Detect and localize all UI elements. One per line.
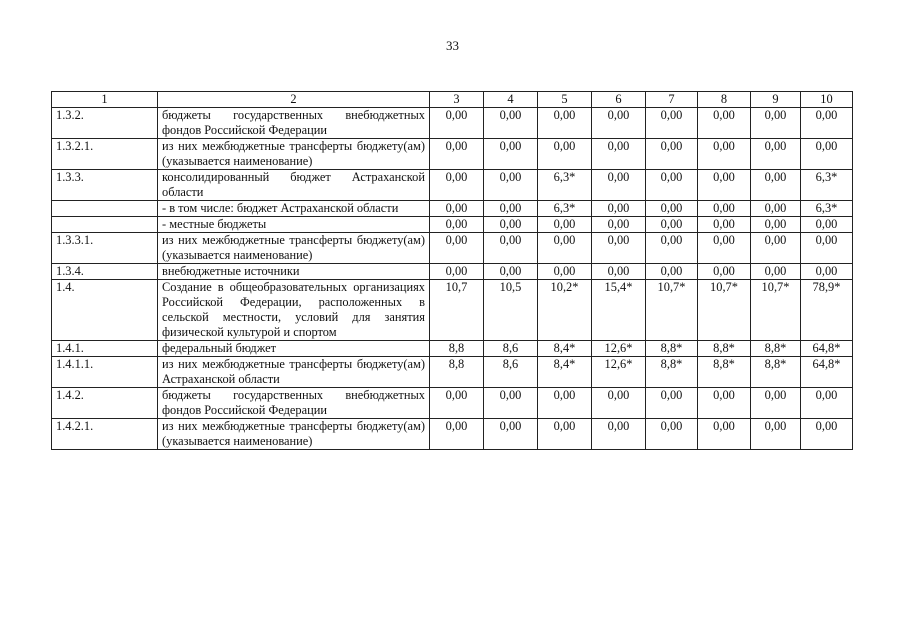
row-value: 8,8* (646, 357, 698, 388)
col-header: 6 (592, 92, 646, 108)
row-code (52, 201, 158, 217)
row-value: 0,00 (646, 217, 698, 233)
row-value: 8,8* (698, 357, 751, 388)
row-value: 0,00 (592, 388, 646, 419)
table-row (52, 341, 853, 357)
row-code: 1.3.3. (52, 170, 158, 201)
row-code: 1.4.1.1. (52, 357, 158, 388)
header-row (52, 92, 853, 108)
row-value: 8,8* (751, 341, 801, 357)
row-value: 0,00 (484, 170, 538, 201)
row-code: 1.3.4. (52, 264, 158, 280)
row-value: 8,8* (751, 357, 801, 388)
row-code: 1.4.1. (52, 341, 158, 357)
table-row (52, 357, 853, 388)
row-value: 0,00 (592, 108, 646, 139)
row-value: 0,00 (801, 419, 853, 450)
row-value: 0,00 (592, 201, 646, 217)
row-value: 0,00 (592, 139, 646, 170)
row-value: 0,00 (646, 201, 698, 217)
row-description: консолидированный бюджет Астраханской области (158, 170, 430, 201)
row-value: 10,7 (430, 280, 484, 341)
row-code: 1.4.2.1. (52, 419, 158, 450)
row-value: 0,00 (801, 139, 853, 170)
row-value: 64,8* (801, 341, 853, 357)
row-value: 0,00 (646, 170, 698, 201)
row-value: 0,00 (698, 201, 751, 217)
col-header: 3 (430, 92, 484, 108)
row-value: 64,8* (801, 357, 853, 388)
row-value: 0,00 (801, 388, 853, 419)
row-value: 0,00 (592, 264, 646, 280)
table-row (52, 217, 853, 233)
row-value: 0,00 (484, 217, 538, 233)
row-value: 0,00 (592, 217, 646, 233)
row-value: 15,4* (592, 280, 646, 341)
row-description: из них межбюджетные трансферты бюджету(ам) (указывается наименование) (158, 139, 430, 170)
row-value: 0,00 (538, 233, 592, 264)
row-value: 0,00 (646, 264, 698, 280)
row-value: 0,00 (484, 139, 538, 170)
row-value: 0,00 (646, 419, 698, 450)
table-row (52, 170, 853, 201)
row-description: из них межбюджетные трансферты бюджету(ам) Астраханской области (158, 357, 430, 388)
row-value: 0,00 (698, 233, 751, 264)
row-value: 0,00 (430, 264, 484, 280)
table-row (52, 388, 853, 419)
row-value: 6,3* (801, 170, 853, 201)
row-code: 1.3.3.1. (52, 233, 158, 264)
row-value: 0,00 (698, 217, 751, 233)
row-value: 10,2* (538, 280, 592, 341)
row-value: 8,4* (538, 341, 592, 357)
table-row (52, 264, 853, 280)
row-value: 8,4* (538, 357, 592, 388)
row-value: 0,00 (751, 139, 801, 170)
row-code (52, 217, 158, 233)
row-value: 0,00 (801, 264, 853, 280)
row-value: 12,6* (592, 357, 646, 388)
table-row (52, 108, 853, 139)
row-value: 0,00 (751, 217, 801, 233)
row-value: 6,3* (801, 201, 853, 217)
col-header: 5 (538, 92, 592, 108)
row-value: 10,7* (646, 280, 698, 341)
row-code: 1.3.2. (52, 108, 158, 139)
page-number: 33 (446, 38, 459, 53)
col-header: 10 (801, 92, 853, 108)
row-value: 0,00 (484, 233, 538, 264)
row-value: 8,8* (646, 341, 698, 357)
row-value: 0,00 (538, 139, 592, 170)
row-value: 0,00 (538, 264, 592, 280)
row-value: 10,7* (698, 280, 751, 341)
row-value: 78,9* (801, 280, 853, 341)
row-value: 0,00 (592, 419, 646, 450)
row-value: 0,00 (430, 139, 484, 170)
row-value: 0,00 (698, 139, 751, 170)
row-value: 10,7* (751, 280, 801, 341)
row-value: 6,3* (538, 201, 592, 217)
row-description: федеральный бюджет (158, 341, 430, 357)
col-header: 9 (751, 92, 801, 108)
row-description: бюджеты государственных внебюджетных фондов Российской Федерации (158, 388, 430, 419)
row-description: - местные бюджеты (158, 217, 430, 233)
row-value: 0,00 (430, 170, 484, 201)
row-value: 0,00 (751, 264, 801, 280)
row-value: 0,00 (592, 233, 646, 264)
row-value: 0,00 (801, 108, 853, 139)
row-value: 0,00 (751, 170, 801, 201)
row-value: 0,00 (430, 233, 484, 264)
table-row (52, 280, 853, 341)
table-row (52, 139, 853, 170)
row-value: 0,00 (430, 217, 484, 233)
table-row (52, 233, 853, 264)
row-value: 0,00 (801, 233, 853, 264)
col-header: 8 (698, 92, 751, 108)
row-description: внебюджетные источники (158, 264, 430, 280)
row-value: 8,6 (484, 357, 538, 388)
row-value: 12,6* (592, 341, 646, 357)
row-value: 0,00 (538, 388, 592, 419)
row-value: 6,3* (538, 170, 592, 201)
row-value: 8,6 (484, 341, 538, 357)
row-value: 0,00 (646, 233, 698, 264)
row-value: 0,00 (538, 217, 592, 233)
row-value: 10,5 (484, 280, 538, 341)
row-value: 8,8 (430, 341, 484, 357)
row-value: 0,00 (698, 264, 751, 280)
row-description: из них межбюджетные трансферты бюджету(ам) (указывается наименование) (158, 419, 430, 450)
row-value: 8,8 (430, 357, 484, 388)
budget-table (51, 91, 853, 450)
row-value: 0,00 (430, 108, 484, 139)
row-value: 0,00 (484, 419, 538, 450)
row-value: 0,00 (698, 108, 751, 139)
row-code: 1.4. (52, 280, 158, 341)
col-header: 2 (158, 92, 430, 108)
row-value: 0,00 (430, 201, 484, 217)
col-header: 7 (646, 92, 698, 108)
row-value: 0,00 (538, 108, 592, 139)
row-value: 0,00 (646, 139, 698, 170)
row-value: 0,00 (751, 388, 801, 419)
row-value: 0,00 (646, 108, 698, 139)
row-description: - в том числе: бюджет Астраханской области (158, 201, 430, 217)
row-description: из них межбюджетные трансферты бюджету(ам) (указывается наименование) (158, 233, 430, 264)
col-header: 4 (484, 92, 538, 108)
col-header: 1 (52, 92, 158, 108)
row-value: 0,00 (751, 233, 801, 264)
row-description: Создание в общеобразовательных организациях Российской Федерации, расположенных в сельской местности, условий для занятия физической культурой и спортом (158, 280, 430, 341)
row-description: бюджеты государственных внебюджетных фондов Российской Федерации (158, 108, 430, 139)
row-value: 0,00 (801, 217, 853, 233)
row-value: 0,00 (430, 419, 484, 450)
row-value: 0,00 (484, 108, 538, 139)
table-row (52, 201, 853, 217)
row-code: 1.3.2.1. (52, 139, 158, 170)
row-value: 0,00 (698, 388, 751, 419)
row-value: 0,00 (430, 388, 484, 419)
row-value: 0,00 (484, 201, 538, 217)
row-value: 0,00 (484, 264, 538, 280)
row-value: 0,00 (484, 388, 538, 419)
table-row (52, 419, 853, 450)
row-value: 0,00 (592, 170, 646, 201)
row-code: 1.4.2. (52, 388, 158, 419)
row-value: 0,00 (646, 388, 698, 419)
row-value: 0,00 (751, 108, 801, 139)
row-value: 0,00 (751, 201, 801, 217)
row-value: 0,00 (698, 419, 751, 450)
row-value: 0,00 (751, 419, 801, 450)
row-value: 8,8* (698, 341, 751, 357)
row-value: 0,00 (538, 419, 592, 450)
row-value: 0,00 (698, 170, 751, 201)
